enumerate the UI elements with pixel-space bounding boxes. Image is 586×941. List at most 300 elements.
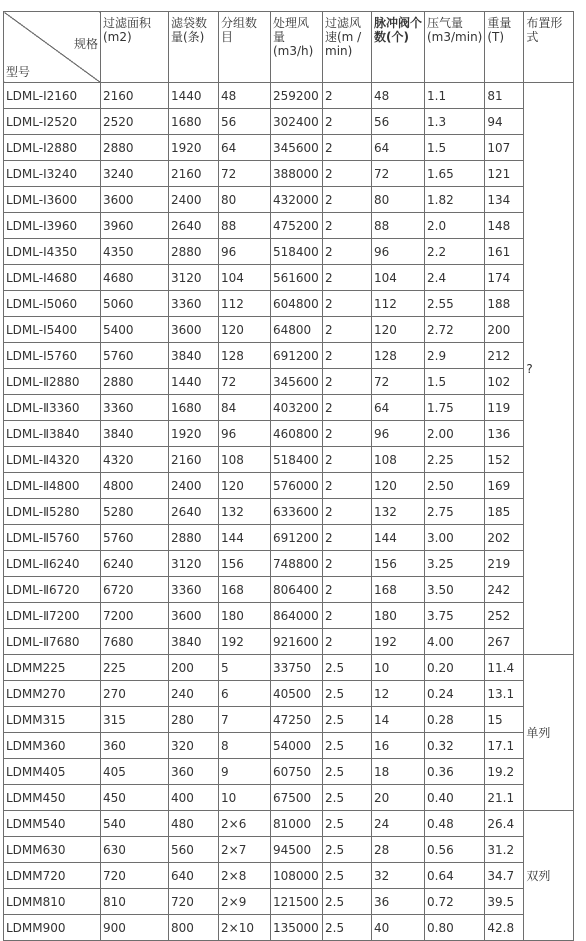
table-cell: 108000	[271, 863, 323, 889]
table-cell: LDML-Ⅰ4680	[4, 265, 101, 291]
table-cell: 2.5	[323, 863, 372, 889]
table-cell: 3600	[169, 317, 219, 343]
table-row	[4, 265, 574, 291]
table-row	[4, 499, 574, 525]
table-cell: 144	[372, 525, 425, 551]
table-cell: 242	[485, 577, 524, 603]
table-cell: 561600	[271, 265, 323, 291]
table-cell: 2.5	[323, 915, 372, 941]
table-cell: 4.00	[425, 629, 485, 655]
table-row	[4, 889, 574, 915]
table-cell: 4350	[101, 239, 169, 265]
table-cell: 691200	[271, 343, 323, 369]
table-cell: 315	[101, 707, 169, 733]
table-cell: 1.3	[425, 109, 485, 135]
table-cell: 168	[219, 577, 271, 603]
table-cell: 54000	[271, 733, 323, 759]
table-cell: 302400	[271, 109, 323, 135]
table-cell: LDML-Ⅱ2880	[4, 369, 101, 395]
table-row	[4, 317, 574, 343]
table-row	[4, 811, 574, 837]
table-row	[4, 109, 574, 135]
table-cell: 174	[485, 265, 524, 291]
table-cell: 188	[485, 291, 524, 317]
table-cell: 16	[372, 733, 425, 759]
table-cell: 3.75	[425, 603, 485, 629]
table-row	[4, 525, 574, 551]
table-cell: 864000	[271, 603, 323, 629]
table-cell: 810	[101, 889, 169, 915]
header-row	[4, 12, 574, 83]
table-cell: 748800	[271, 551, 323, 577]
table-cell: 120	[219, 317, 271, 343]
table-cell: 252	[485, 603, 524, 629]
header-layout: 布置形式	[524, 12, 574, 83]
table-cell: 72	[219, 369, 271, 395]
table-cell: 2.5	[323, 681, 372, 707]
table-cell: 96	[372, 421, 425, 447]
table-cell: 2.5	[323, 837, 372, 863]
table-cell: 2	[323, 317, 372, 343]
table-cell: 48	[372, 83, 425, 109]
table-cell: 31.2	[485, 837, 524, 863]
table-cell: 267	[485, 629, 524, 655]
table-cell: LDML-Ⅱ3840	[4, 421, 101, 447]
table-cell: 900	[101, 915, 169, 941]
table-cell: 19.2	[485, 759, 524, 785]
table-cell: 0.20	[425, 655, 485, 681]
table-cell: 2	[323, 239, 372, 265]
table-cell: 630	[101, 837, 169, 863]
table-cell: 180	[372, 603, 425, 629]
table-cell: 2.5	[323, 707, 372, 733]
header-spec: 规格	[73, 37, 98, 51]
table-cell: 81	[485, 83, 524, 109]
table-cell: 1.75	[425, 395, 485, 421]
table-cell: 112	[219, 291, 271, 317]
table-cell: 88	[219, 213, 271, 239]
table-cell: 3600	[101, 187, 169, 213]
table-cell: LDML-Ⅱ6240	[4, 551, 101, 577]
table-row	[4, 473, 574, 499]
table-cell: 119	[485, 395, 524, 421]
table-cell: 2.72	[425, 317, 485, 343]
table-cell: 2×10	[219, 915, 271, 941]
table-row	[4, 681, 574, 707]
table-row	[4, 551, 574, 577]
table-cell: 72	[372, 161, 425, 187]
table-cell: 2.0	[425, 213, 485, 239]
table-cell: 56	[372, 109, 425, 135]
table-cell: 2880	[101, 135, 169, 161]
table-cell: 259200	[271, 83, 323, 109]
table-row	[4, 187, 574, 213]
table-cell: LDML-Ⅱ5280	[4, 499, 101, 525]
table-cell: 148	[485, 213, 524, 239]
table-cell: 36	[372, 889, 425, 915]
table-cell: 3960	[101, 213, 169, 239]
table-cell: 94	[485, 109, 524, 135]
table-cell: 10	[372, 655, 425, 681]
table-cell: 280	[169, 707, 219, 733]
table-row	[4, 135, 574, 161]
table-cell: 120	[219, 473, 271, 499]
table-cell: 6	[219, 681, 271, 707]
table-cell: 192	[219, 629, 271, 655]
table-cell: LDML-Ⅱ4800	[4, 473, 101, 499]
table-cell: 460800	[271, 421, 323, 447]
header-valves: 脉冲阀个数(个)	[372, 12, 425, 83]
table-cell: 2	[323, 109, 372, 135]
table-cell: 2.50	[425, 473, 485, 499]
table-row	[4, 915, 574, 941]
table-cell: 360	[169, 759, 219, 785]
table-cell: 1.65	[425, 161, 485, 187]
table-cell: 640	[169, 863, 219, 889]
table-cell: 2.4	[425, 265, 485, 291]
table-cell: 2	[323, 135, 372, 161]
table-cell: 3.50	[425, 577, 485, 603]
table-cell: 403200	[271, 395, 323, 421]
table-cell: 576000	[271, 473, 323, 499]
layout-cell: 双列	[524, 811, 574, 941]
table-cell: 0.64	[425, 863, 485, 889]
table-cell: 12	[372, 681, 425, 707]
table-cell: 156	[219, 551, 271, 577]
table-cell: LDML-Ⅱ6720	[4, 577, 101, 603]
table-cell: 80	[219, 187, 271, 213]
table-cell: 72	[372, 369, 425, 395]
table-cell: 3840	[169, 343, 219, 369]
table-row	[4, 785, 574, 811]
table-cell: 450	[101, 785, 169, 811]
table-row	[4, 343, 574, 369]
table-cell: LDMM315	[4, 707, 101, 733]
table-cell: 64	[372, 395, 425, 421]
table-cell: 1920	[169, 135, 219, 161]
table-row	[4, 629, 574, 655]
table-cell: 2640	[169, 213, 219, 239]
layout-cell: ?	[524, 83, 574, 655]
table-cell: 360	[101, 733, 169, 759]
table-cell: LDMM720	[4, 863, 101, 889]
table-cell: 14	[372, 707, 425, 733]
table-cell: 4680	[101, 265, 169, 291]
table-cell: 1.5	[425, 135, 485, 161]
table-cell: 2.9	[425, 343, 485, 369]
table-cell: LDML-Ⅰ3960	[4, 213, 101, 239]
table-cell: 345600	[271, 135, 323, 161]
table-cell: 2400	[169, 187, 219, 213]
table-row	[4, 655, 574, 681]
table-cell: LDML-Ⅰ2160	[4, 83, 101, 109]
table-cell: 2160	[101, 83, 169, 109]
table-cell: LDML-Ⅱ4320	[4, 447, 101, 473]
table-cell: 102	[485, 369, 524, 395]
table-cell: 2640	[169, 499, 219, 525]
table-cell: LDML-Ⅱ5760	[4, 525, 101, 551]
table-cell: 225	[101, 655, 169, 681]
table-cell: 3840	[101, 421, 169, 447]
table-cell: 1440	[169, 83, 219, 109]
table-cell: 320	[169, 733, 219, 759]
table-cell: 42.8	[485, 915, 524, 941]
table-cell: 1440	[169, 369, 219, 395]
table-cell: 1680	[169, 109, 219, 135]
table-cell: 2	[323, 395, 372, 421]
table-cell: LDML-Ⅱ7200	[4, 603, 101, 629]
table-cell: 6240	[101, 551, 169, 577]
table-cell: 720	[101, 863, 169, 889]
table-cell: 200	[485, 317, 524, 343]
table-cell: 2	[323, 291, 372, 317]
table-cell: 2880	[169, 525, 219, 551]
table-cell: 633600	[271, 499, 323, 525]
table-cell: 2880	[101, 369, 169, 395]
table-cell: 0.24	[425, 681, 485, 707]
header-airflow: 处理风量(m3/h)	[271, 12, 323, 83]
table-cell: 180	[219, 603, 271, 629]
table-cell: 2	[323, 369, 372, 395]
table-cell: 5760	[101, 525, 169, 551]
table-cell: 2.5	[323, 655, 372, 681]
table-cell: 156	[372, 551, 425, 577]
table-cell: 185	[485, 499, 524, 525]
table-cell: 80	[372, 187, 425, 213]
table-row	[4, 447, 574, 473]
table-cell: 0.80	[425, 915, 485, 941]
table-cell: 161	[485, 239, 524, 265]
table-cell: 56	[219, 109, 271, 135]
table-cell: 81000	[271, 811, 323, 837]
table-cell: 518400	[271, 239, 323, 265]
table-cell: 2×6	[219, 811, 271, 837]
header-area: 过滤面积(m2)	[101, 12, 169, 83]
table-cell: LDMM540	[4, 811, 101, 837]
layout-cell: 单列	[524, 655, 574, 811]
table-cell: 1680	[169, 395, 219, 421]
table-row	[4, 369, 574, 395]
table-cell: 48	[219, 83, 271, 109]
table-cell: 120	[372, 473, 425, 499]
table-cell: 2	[323, 265, 372, 291]
table-cell: 1920	[169, 421, 219, 447]
table-cell: 345600	[271, 369, 323, 395]
table-cell: 0.36	[425, 759, 485, 785]
table-cell: 2.2	[425, 239, 485, 265]
table-cell: 405	[101, 759, 169, 785]
table-cell: 2	[323, 499, 372, 525]
table-cell: 132	[372, 499, 425, 525]
table-cell: 96	[219, 421, 271, 447]
table-cell: LDML-Ⅰ2520	[4, 109, 101, 135]
table-cell: 2	[323, 629, 372, 655]
table-cell: 2.25	[425, 447, 485, 473]
table-cell: 6720	[101, 577, 169, 603]
table-cell: 2880	[169, 239, 219, 265]
table-cell: 2	[323, 343, 372, 369]
table-cell: 2	[323, 421, 372, 447]
table-cell: LDMM225	[4, 655, 101, 681]
table-cell: 2×8	[219, 863, 271, 889]
table-cell: 107	[485, 135, 524, 161]
table-cell: 0.48	[425, 811, 485, 837]
table-cell: 21.1	[485, 785, 524, 811]
table-cell: 47250	[271, 707, 323, 733]
table-cell: 720	[169, 889, 219, 915]
table-cell: 10	[219, 785, 271, 811]
table-cell: 34.7	[485, 863, 524, 889]
table-cell: 135000	[271, 915, 323, 941]
table-cell: 3.00	[425, 525, 485, 551]
table-row	[4, 759, 574, 785]
table-cell: 2	[323, 187, 372, 213]
table-cell: 2	[323, 551, 372, 577]
table-cell: 2	[323, 473, 372, 499]
table-cell: 20	[372, 785, 425, 811]
table-cell: 64800	[271, 317, 323, 343]
table-cell: 144	[219, 525, 271, 551]
table-cell: 0.32	[425, 733, 485, 759]
table-row	[4, 837, 574, 863]
header-bags: 滤袋数量(条)	[169, 12, 219, 83]
table-cell: 33750	[271, 655, 323, 681]
table-cell: LDML-Ⅰ5760	[4, 343, 101, 369]
table-cell: 3360	[169, 291, 219, 317]
table-row	[4, 577, 574, 603]
table-row	[4, 863, 574, 889]
table-cell: LDML-Ⅱ7680	[4, 629, 101, 655]
table-row	[4, 161, 574, 187]
table-cell: 40500	[271, 681, 323, 707]
table-row	[4, 603, 574, 629]
table-cell: 5760	[101, 343, 169, 369]
table-cell: 2.5	[323, 759, 372, 785]
table-cell: 3240	[101, 161, 169, 187]
table-cell: 432000	[271, 187, 323, 213]
table-cell: 3600	[169, 603, 219, 629]
table-cell: 5060	[101, 291, 169, 317]
table-cell: 0.56	[425, 837, 485, 863]
table-row	[4, 291, 574, 317]
table-cell: 108	[219, 447, 271, 473]
table-cell: 212	[485, 343, 524, 369]
table-cell: LDMM810	[4, 889, 101, 915]
table-cell: 104	[372, 265, 425, 291]
table-cell: 2160	[169, 447, 219, 473]
table-cell: 480	[169, 811, 219, 837]
table-cell: 2	[323, 161, 372, 187]
table-cell: 202	[485, 525, 524, 551]
table-cell: 60750	[271, 759, 323, 785]
table-cell: 388000	[271, 161, 323, 187]
table-row	[4, 707, 574, 733]
table-cell: 88	[372, 213, 425, 239]
table-cell: 15	[485, 707, 524, 733]
header-model: 型号	[6, 65, 31, 79]
table-cell: 2×7	[219, 837, 271, 863]
header-model-spec	[4, 12, 101, 83]
table-cell: LDML-Ⅰ3600	[4, 187, 101, 213]
table-cell: 169	[485, 473, 524, 499]
table-cell: 3840	[169, 629, 219, 655]
table-cell: 5	[219, 655, 271, 681]
table-cell: 128	[219, 343, 271, 369]
table-cell: 4800	[101, 473, 169, 499]
table-cell: 67500	[271, 785, 323, 811]
table-cell: 84	[219, 395, 271, 421]
table-cell: 64	[372, 135, 425, 161]
table-cell: 9	[219, 759, 271, 785]
table-row	[4, 83, 574, 109]
table-cell: 136	[485, 421, 524, 447]
table-cell: 4320	[101, 447, 169, 473]
table-cell: 39.5	[485, 889, 524, 915]
table-cell: LDMM405	[4, 759, 101, 785]
table-row	[4, 239, 574, 265]
table-cell: 13.1	[485, 681, 524, 707]
table-cell: 475200	[271, 213, 323, 239]
table-cell: 800	[169, 915, 219, 941]
table-cell: 921600	[271, 629, 323, 655]
table-cell: 806400	[271, 577, 323, 603]
table-cell: 2.00	[425, 421, 485, 447]
table-cell: 3360	[169, 577, 219, 603]
table-cell: 270	[101, 681, 169, 707]
table-cell: 3.25	[425, 551, 485, 577]
header-groups: 分组数目	[219, 12, 271, 83]
table-cell: 96	[372, 239, 425, 265]
table-cell: 7680	[101, 629, 169, 655]
table-cell: 28	[372, 837, 425, 863]
table-cell: 5280	[101, 499, 169, 525]
table-cell: LDMM450	[4, 785, 101, 811]
header-gas: 压气量(m3/min)	[425, 12, 485, 83]
table-cell: 96	[219, 239, 271, 265]
table-cell: 518400	[271, 447, 323, 473]
table-body	[4, 83, 574, 941]
table-cell: 1.82	[425, 187, 485, 213]
table-cell: 132	[219, 499, 271, 525]
table-cell: LDML-Ⅰ2880	[4, 135, 101, 161]
table-cell: 120	[372, 317, 425, 343]
table-cell: 1.5	[425, 369, 485, 395]
table-cell: 26.4	[485, 811, 524, 837]
table-cell: LDMM630	[4, 837, 101, 863]
table-cell: 0.28	[425, 707, 485, 733]
table-cell: 2	[323, 525, 372, 551]
table-cell: 11.4	[485, 655, 524, 681]
table-row	[4, 213, 574, 239]
table-row	[4, 733, 574, 759]
table-cell: 2.75	[425, 499, 485, 525]
table-cell: LDML-Ⅱ3360	[4, 395, 101, 421]
table-cell: LDMM900	[4, 915, 101, 941]
table-cell: 17.1	[485, 733, 524, 759]
table-cell: 2.5	[323, 733, 372, 759]
table-cell: 540	[101, 811, 169, 837]
table-cell: 2	[323, 213, 372, 239]
table-cell: 3120	[169, 265, 219, 291]
table-cell: 400	[169, 785, 219, 811]
table-cell: 128	[372, 343, 425, 369]
table-cell: 691200	[271, 525, 323, 551]
table-cell: 0.40	[425, 785, 485, 811]
table-cell: 134	[485, 187, 524, 213]
table-cell: 72	[219, 161, 271, 187]
table-cell: 2.5	[323, 811, 372, 837]
table-cell: 104	[219, 265, 271, 291]
